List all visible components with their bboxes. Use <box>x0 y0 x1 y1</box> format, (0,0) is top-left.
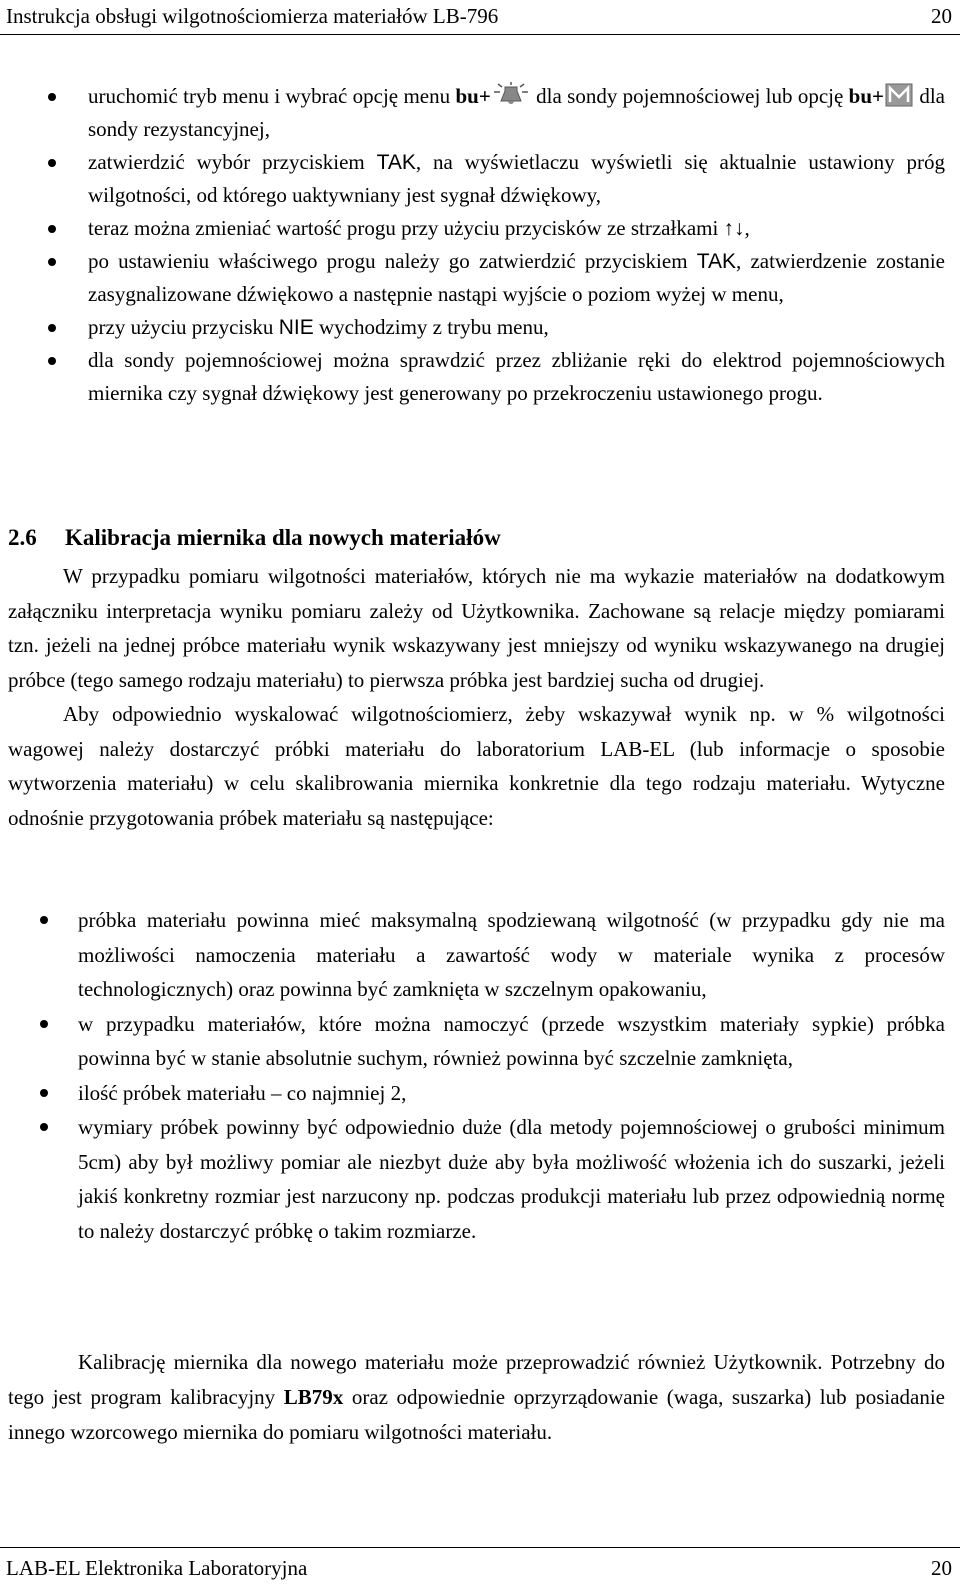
list-item: przy użyciu przycisku NIE wychodzimy z trybu menu, <box>88 311 945 344</box>
footer-company: LAB-EL Elektronika Laboratoryjna <box>6 1556 308 1580</box>
list-item: w przypadku materiałów, które można namoczyć (przede wszystkim materiały sypkie) próbka powinna być w stanie absolutnie suchym, również powinna być szczelnie zamknięta, <box>78 1007 945 1076</box>
bullet <box>40 1007 52 1042</box>
document-title: Instrukcja obsługi wilgotnościomierza materiałów LB-796 <box>6 4 499 28</box>
list-item: próbka materiału powinna mieć maksymalną spodziewaną wilgotność (w przypadku gdy nie ma możliwości namoczenia materiału a zawartość wody w materiale wynika z procesów technologicznych) oraz powinna być zamknięta w szczelnym opakowaniu, <box>78 903 945 1007</box>
footer-rule <box>0 1547 960 1548</box>
section-title: Kalibracja miernika dla nowych materiałów <box>65 525 501 550</box>
bullet <box>40 903 52 938</box>
program-name: LB79x <box>283 1384 344 1409</box>
header-rule <box>0 34 960 35</box>
page-header <box>6 2 952 30</box>
key-tak: TAK <box>376 151 416 174</box>
menu-steps-list <box>88 80 945 410</box>
bullet <box>48 80 60 113</box>
sample-guidelines-list <box>78 903 945 1248</box>
footer-page-number: 20 <box>931 1556 952 1580</box>
header-page-number: 20 <box>931 4 952 28</box>
page-footer <box>6 1554 952 1582</box>
bullet <box>48 146 60 179</box>
bullet <box>48 311 60 344</box>
section-number: 2.6 <box>8 525 37 550</box>
bullet <box>48 245 60 278</box>
bullet <box>48 212 60 245</box>
list-item: dla sondy pojemnościowej można sprawdzić przez zbliżanie ręki do elektrod pojemnościowych miernika czy sygnał dźwiękowy jest generowany po przekroczeniu ustawionego progu. <box>88 344 945 410</box>
list-item: uruchomić tryb menu i wybrać opcję menu bu+ dla sondy pojemnościowej lub opcję bu+ dla sondy rezystancyjnej, <box>88 80 945 146</box>
bullet <box>40 1076 52 1111</box>
m-box-icon <box>884 83 914 107</box>
section-heading <box>8 522 501 554</box>
list-item: ilość próbek materiału – co najmniej 2, <box>78 1076 945 1111</box>
bullet <box>48 344 60 377</box>
list-item: teraz można zmieniać wartość progu przy użyciu przycisków ze strzałkami ↑↓, <box>88 212 945 245</box>
list-item: po ustawieniu właściwego progu należy go zatwierdzić przyciskiem TAK, zatwierdzenie zostanie zasygnalizowane dźwiękowo a następnie nastąpi wyjście o poziom wyżej w menu, <box>88 245 945 311</box>
user-calibration-paragraph: Kalibrację miernika dla nowego materiału może przeprowadzić również Użytkownik. Potrzebny do tego jest program kalibracyjny LB79x oraz odpowiednie oprzyrządowanie (waga, suszarka) lub posiadanie innego wzorcowego miernika do pomiaru wilgotności materiału. <box>8 1350 946 1444</box>
list-item: wymiary próbek powinny być odpowiednio duże (dla metody pojemnościowej o grubości minimum 5cm) aby był możliwy pomiar ale niezbyt duże aby była możliwość włożenia ich do suszarki, jeżeli jakiś konkretny rozmiar jest narzucony np. podczas produkcji materiału lub przez odpowiednią normę to należy dostarczyć próbkę o takim rozmiarze. <box>78 1110 945 1248</box>
list-item: zatwierdzić wybór przyciskiem TAK, na wyświetlaczu wyświetli się aktualnie ustawiony próg wilgotności, od którego uaktywniany jest sygnał dźwiękowy, <box>88 146 945 212</box>
key-tak: TAK <box>696 250 737 273</box>
bullet <box>40 1110 52 1145</box>
key-nie: NIE <box>278 316 314 339</box>
menu-option-bu: bu+ <box>455 84 491 108</box>
menu-option-bu: bu+ <box>848 84 884 108</box>
calibration-paragraph: W przypadku pomiaru wilgotności materiałów, których nie ma wykazie materiałów na dodatkowym załączniku interpretacja wyniku pomiaru zależy od Użytkownika. Zachowane są relacje między pomiarami tzn. jeżeli na jednej próbce materiału wynik wskazywany jest mniejszy od wyniku wskazywanego na drugiej próbce (tego samego rodzaju materiału) to pierwsza próbka jest bardziej sucha od drugiej. Aby odpowiednio wyskalować wilgotnościomierz, żeby wskazywał wynik np. w % wilgotności wagowej należy dostarczyć próbki materiału do laboratorium LAB-EL (lub informacje o sposobie wytworzenia materiału) w celu skalibrowania miernika konkretnie dla tego rodzaju materiału. Wytyczne odnośnie przygotowania próbek materiału są następujące: <box>8 564 945 830</box>
speaker-beep-icon <box>491 81 531 107</box>
